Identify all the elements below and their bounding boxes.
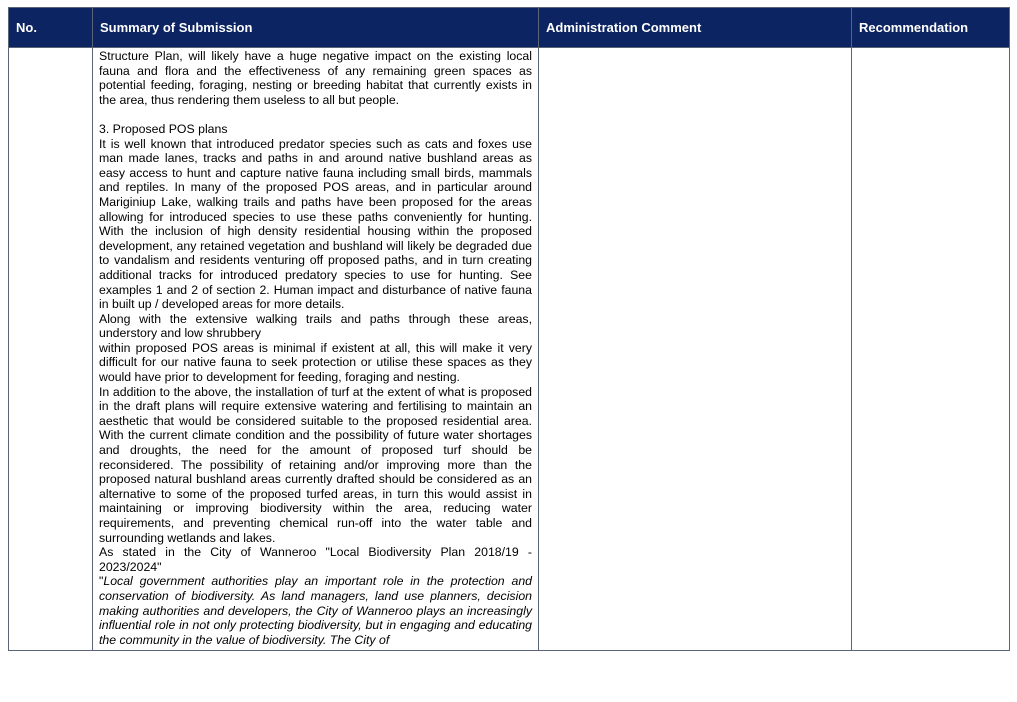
table-row <box>9 48 1010 651</box>
summary-para-3: In addition to the above, the installation of turf at the extent of what is proposed in the draft plans will require extensive watering and fertilising to maintain an aesthetic that would be considered suitable to the proposed residential area. With the current climate condition and the possibility of future water shortages and droughts, the need for the amount of proposed turf should be reconsidered. The possibility of retaining and/or improving more than the proposed natural bushland areas currently drafted should be considered as an alternative to some of the proposed turfed areas, in turn this would assist in maintaining or improving biodiversity within the area, reducing water requirements, and preventing chemical run-off into the water table and surrounding wetlands and lakes. <box>99 384 532 545</box>
summary-para-2a: Along with the extensive walking trails and paths through these areas, understory and low shrubbery <box>99 311 532 341</box>
cell-no <box>9 48 93 651</box>
summary-quote-block <box>99 574 532 647</box>
header-summary: Summary of Submission <box>93 8 539 48</box>
cell-summary <box>93 48 539 651</box>
submission-table <box>8 7 1010 651</box>
quote-mark: " <box>99 574 104 589</box>
cell-admin-comment <box>539 48 852 651</box>
header-no: No. <box>9 8 93 48</box>
summary-para-2b: within proposed POS areas is minimal if existent at all, this will make it very difficult for our native fauna to seek protection or utilise these spaces as they would have prior to development for feeding, foraging and nesting. <box>99 340 532 385</box>
summary-para-4: As stated in the City of Wanneroo "Local Biodiversity Plan 2018/19 - 2023/2024" <box>99 545 532 574</box>
cell-recommendation <box>852 48 1010 651</box>
header-admin-comment: Administration Comment <box>539 8 852 48</box>
summary-para-1: It is well known that introduced predator species such as cats and foxes use man made lanes, tracks and paths in and around native bushland areas as easy access to hunt and capture native fauna including small birds, mammals and reptiles. In many of the proposed POS areas, and in particular around Mariginiup Lake, walking trails and paths have been proposed for the areas allowing for introduced species to use these paths conveniently for hunting. With the inclusion of high density residential housing within the proposed development, any retained vegetation and bushland will likely be degraded due to vandalism and residents venturing off proposed paths, and in turn creating additional tracks for introduced predatory species to use for hunting. See examples 1 and 2 of section 2. Human impact and disturbance of native fauna in built up / developed areas for more details. <box>99 136 532 312</box>
summary-quote: Local government authorities play an important role in the protection and conservation of biodiversity. As land managers, land use planners, decision making authorities and developers, the City of Wanneroo plays an increasingly influential role in not only protecting biodiversity, but in engaging and educating the community in the value of biodiversity. The City of <box>99 574 532 647</box>
summary-intro: Structure Plan, will likely have a huge negative impact on the existing local fauna and flora and the effectiveness of any remaining green spaces as potential feeding, foraging, nesting or breeding habitat that currently exists in the area, thus rendering them useless to all but people. <box>99 49 532 107</box>
header-recommendation: Recommendation <box>852 8 1010 48</box>
header-row <box>9 8 1010 48</box>
summary-heading: 3. Proposed POS plans <box>99 121 228 136</box>
